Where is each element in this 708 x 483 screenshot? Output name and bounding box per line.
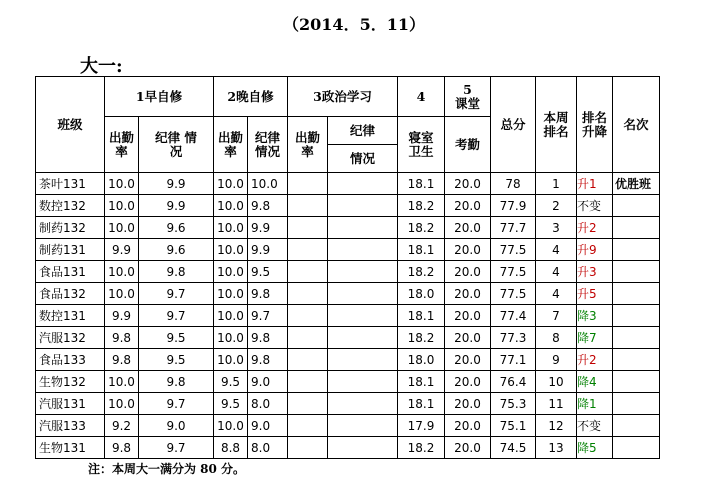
- table-row: [36, 239, 660, 261]
- class-attendance-cell: 20.0: [445, 327, 491, 349]
- politics-attendance-cell: [288, 261, 328, 283]
- evening-discipline-cell: 8.0: [248, 437, 288, 459]
- total-score-cell: 76.4: [491, 371, 536, 393]
- politics-attendance-cell: [288, 217, 328, 239]
- table-row: [36, 415, 660, 437]
- header-rank: [536, 77, 577, 173]
- evening-discipline-cell: 9.8: [248, 349, 288, 371]
- total-score-cell: 77.3: [491, 327, 536, 349]
- evening-attendance-cell: 10.0: [214, 195, 248, 217]
- header-rank-line2: 排名: [543, 123, 569, 139]
- header-disc-e-line2: 情况: [254, 143, 280, 159]
- rank-change-cell: 升5: [577, 283, 613, 305]
- class-name-cell: 茶叶131: [36, 173, 105, 195]
- evening-discipline-cell: 9.0: [248, 415, 288, 437]
- header-change-line1: 排名: [581, 109, 607, 125]
- dorm-score-cell: 18.2: [398, 195, 445, 217]
- evening-attendance-cell: 10.0: [214, 349, 248, 371]
- morning-attendance-cell: 10.0: [105, 371, 139, 393]
- honor-cell: [613, 217, 660, 239]
- class-name-cell: 制药132: [36, 217, 105, 239]
- weekly-rank-cell: 4: [536, 261, 577, 283]
- morning-discipline-cell: 9.6: [139, 239, 214, 261]
- morning-discipline-cell: 9.0: [139, 415, 214, 437]
- evening-attendance-cell: 10.0: [214, 283, 248, 305]
- total-score-cell: 75.1: [491, 415, 536, 437]
- table-row: [36, 437, 660, 459]
- morning-discipline-cell: 9.8: [139, 371, 214, 393]
- total-score-cell: 77.7: [491, 217, 536, 239]
- morning-discipline-cell: 9.7: [139, 393, 214, 415]
- dorm-score-cell: 18.2: [398, 261, 445, 283]
- honor-cell: [613, 437, 660, 459]
- honor-cell: [613, 283, 660, 305]
- header-class-number-text: 5: [463, 81, 472, 97]
- morning-discipline-cell: 9.5: [139, 327, 214, 349]
- dorm-score-cell: 18.1: [398, 393, 445, 415]
- header-honor: 名次: [613, 77, 660, 173]
- class-attendance-cell: 20.0: [445, 283, 491, 305]
- politics-discipline-cell: [328, 437, 398, 459]
- table-row: [36, 393, 660, 415]
- total-score-cell: 74.5: [491, 437, 536, 459]
- evening-discipline-cell: 9.8: [248, 327, 288, 349]
- dorm-score-cell: 18.1: [398, 173, 445, 195]
- score-table: [35, 76, 660, 459]
- morning-discipline-cell: 9.6: [139, 217, 214, 239]
- rank-change-cell: 升1: [577, 173, 613, 195]
- header-att-line1: 出勤: [294, 129, 320, 145]
- table-row: [36, 305, 660, 327]
- evening-attendance-cell: 9.5: [214, 371, 248, 393]
- rank-change-cell: 降4: [577, 371, 613, 393]
- honor-cell: [613, 349, 660, 371]
- politics-attendance-cell: [288, 305, 328, 327]
- class-name-cell: 制药131: [36, 239, 105, 261]
- rank-change-cell: 升2: [577, 349, 613, 371]
- header-change: [577, 77, 613, 173]
- rank-change-cell: 升2: [577, 217, 613, 239]
- honor-cell: [613, 371, 660, 393]
- header-politics-discipline-line2: 情况: [328, 145, 398, 173]
- header-disc-m-line1: 纪律 情: [155, 129, 197, 145]
- header-evening-discipline: [248, 117, 288, 173]
- class-attendance-cell: 20.0: [445, 349, 491, 371]
- class-attendance-cell: 20.0: [445, 173, 491, 195]
- honor-cell: [613, 305, 660, 327]
- header-att-line2: 率: [115, 143, 128, 159]
- morning-attendance-cell: 9.9: [105, 305, 139, 327]
- morning-discipline-cell: 9.8: [139, 261, 214, 283]
- politics-discipline-cell: [328, 415, 398, 437]
- class-name-cell: 生物131: [36, 437, 105, 459]
- morning-attendance-cell: 10.0: [105, 261, 139, 283]
- evening-attendance-cell: 10.0: [214, 327, 248, 349]
- morning-discipline-cell: 9.9: [139, 195, 214, 217]
- header-class-number: [445, 77, 491, 117]
- header-morning-attendance: [105, 117, 139, 173]
- evening-attendance-cell: 10.0: [214, 239, 248, 261]
- evening-attendance-cell: 10.0: [214, 305, 248, 327]
- honor-cell: [613, 195, 660, 217]
- table-row: [36, 349, 660, 371]
- dorm-score-cell: 17.9: [398, 415, 445, 437]
- dorm-score-cell: 18.1: [398, 239, 445, 261]
- header-att-line2: 率: [224, 143, 237, 159]
- morning-attendance-cell: 10.0: [105, 195, 139, 217]
- class-attendance-cell: 20.0: [445, 217, 491, 239]
- dorm-score-cell: 18.1: [398, 305, 445, 327]
- rank-change-cell: 降7: [577, 327, 613, 349]
- honor-cell: 优胜班: [613, 173, 660, 195]
- politics-attendance-cell: [288, 415, 328, 437]
- weekly-rank-cell: 8: [536, 327, 577, 349]
- table-row: [36, 283, 660, 305]
- evening-discipline-cell: 9.0: [248, 371, 288, 393]
- rank-change-cell: 降1: [577, 393, 613, 415]
- honor-cell: [613, 327, 660, 349]
- morning-attendance-cell: 9.8: [105, 349, 139, 371]
- dorm-score-cell: 18.2: [398, 217, 445, 239]
- header-evening: 2晚自修: [214, 77, 288, 117]
- evening-discipline-cell: 9.8: [248, 195, 288, 217]
- class-name-cell: 汽服131: [36, 393, 105, 415]
- footnote: 注：本周大一满分为 80 分。: [88, 462, 246, 476]
- morning-attendance-cell: 10.0: [105, 217, 139, 239]
- class-name-cell: 食品133: [36, 349, 105, 371]
- politics-attendance-cell: [288, 437, 328, 459]
- total-score-cell: 77.9: [491, 195, 536, 217]
- total-score-cell: 77.5: [491, 239, 536, 261]
- header-change-line2: 升降: [581, 123, 607, 139]
- politics-discipline-cell: [328, 305, 398, 327]
- politics-discipline-cell: [328, 327, 398, 349]
- class-name-cell: 汽服133: [36, 415, 105, 437]
- evening-discipline-cell: 9.9: [248, 239, 288, 261]
- header-rank-line1: 本周: [543, 109, 569, 125]
- politics-discipline-cell: [328, 283, 398, 305]
- morning-discipline-cell: 9.7: [139, 283, 214, 305]
- morning-discipline-cell: 9.7: [139, 305, 214, 327]
- evening-discipline-cell: 9.8: [248, 283, 288, 305]
- header-politics-discipline-line1: 纪律: [328, 117, 398, 145]
- evening-attendance-cell: 10.0: [214, 261, 248, 283]
- weekly-rank-cell: 11: [536, 393, 577, 415]
- table-row: [36, 173, 660, 195]
- weekly-rank-cell: 12: [536, 415, 577, 437]
- class-name-cell: 食品132: [36, 283, 105, 305]
- table-row: [36, 261, 660, 283]
- dorm-score-cell: 18.2: [398, 437, 445, 459]
- politics-discipline-cell: [328, 349, 398, 371]
- politics-attendance-cell: [288, 349, 328, 371]
- politics-attendance-cell: [288, 195, 328, 217]
- header-total: 总分: [491, 77, 536, 173]
- evening-attendance-cell: 10.0: [214, 217, 248, 239]
- header-morning: 1早自修: [105, 77, 214, 117]
- weekly-rank-cell: 2: [536, 195, 577, 217]
- honor-cell: [613, 415, 660, 437]
- weekly-rank-cell: 13: [536, 437, 577, 459]
- header-dorm: [398, 117, 445, 173]
- evening-discipline-cell: 10.0: [248, 173, 288, 195]
- rank-change-cell: 降3: [577, 305, 613, 327]
- weekly-rank-cell: 4: [536, 239, 577, 261]
- header-disc-m-line2: 况: [169, 143, 183, 159]
- header-morning-discipline: [139, 117, 214, 173]
- header-att-line1: 出勤: [108, 129, 134, 145]
- table-row: [36, 217, 660, 239]
- header-class-line1: 课堂: [454, 95, 480, 111]
- weekly-rank-cell: 4: [536, 283, 577, 305]
- weekly-rank-cell: 9: [536, 349, 577, 371]
- politics-attendance-cell: [288, 327, 328, 349]
- morning-discipline-cell: 9.5: [139, 349, 214, 371]
- rank-change-cell: 不变: [577, 195, 613, 217]
- morning-attendance-cell: 9.2: [105, 415, 139, 437]
- honor-cell: [613, 261, 660, 283]
- header-dorm-number: 4: [398, 77, 445, 117]
- evening-discipline-cell: 9.5: [248, 261, 288, 283]
- report-date: （2014．5．11）: [283, 15, 425, 34]
- total-score-cell: 77.1: [491, 349, 536, 371]
- politics-attendance-cell: [288, 239, 328, 261]
- politics-attendance-cell: [288, 393, 328, 415]
- total-score-cell: 77.5: [491, 261, 536, 283]
- rank-change-cell: 升3: [577, 261, 613, 283]
- class-name-cell: 数控131: [36, 305, 105, 327]
- rank-change-cell: 降5: [577, 437, 613, 459]
- weekly-rank-cell: 7: [536, 305, 577, 327]
- table-row: [36, 195, 660, 217]
- class-attendance-cell: 20.0: [445, 261, 491, 283]
- morning-attendance-cell: 9.8: [105, 327, 139, 349]
- class-attendance-cell: 20.0: [445, 393, 491, 415]
- politics-discipline-cell: [328, 393, 398, 415]
- honor-cell: [613, 393, 660, 415]
- morning-attendance-cell: 10.0: [105, 393, 139, 415]
- header-att-line1: 出勤: [217, 129, 243, 145]
- honor-cell: [613, 239, 660, 261]
- class-name-cell: 生物132: [36, 371, 105, 393]
- class-attendance-cell: 20.0: [445, 239, 491, 261]
- morning-attendance-cell: 10.0: [105, 283, 139, 305]
- politics-discipline-cell: [328, 371, 398, 393]
- politics-attendance-cell: [288, 173, 328, 195]
- weekly-rank-cell: 10: [536, 371, 577, 393]
- politics-discipline-cell: [328, 261, 398, 283]
- class-name-cell: 数控132: [36, 195, 105, 217]
- politics-attendance-cell: [288, 371, 328, 393]
- morning-discipline-cell: 9.9: [139, 173, 214, 195]
- class-attendance-cell: 20.0: [445, 415, 491, 437]
- header-att-line2: 率: [301, 143, 314, 159]
- total-score-cell: 78: [491, 173, 536, 195]
- evening-attendance-cell: 8.8: [214, 437, 248, 459]
- politics-attendance-cell: [288, 283, 328, 305]
- header-class: 班级: [36, 77, 105, 173]
- politics-discipline-cell: [328, 217, 398, 239]
- dorm-score-cell: 18.0: [398, 283, 445, 305]
- evening-discipline-cell: 9.9: [248, 217, 288, 239]
- header-dorm-line1: 寝室: [408, 129, 434, 145]
- morning-attendance-cell: 10.0: [105, 173, 139, 195]
- header-politics-attendance: [288, 117, 328, 173]
- weekly-rank-cell: 1: [536, 173, 577, 195]
- class-attendance-cell: 20.0: [445, 437, 491, 459]
- weekly-rank-cell: 3: [536, 217, 577, 239]
- morning-attendance-cell: 9.8: [105, 437, 139, 459]
- morning-discipline-cell: 9.7: [139, 437, 214, 459]
- header-dorm-line2: 卫生: [408, 143, 434, 159]
- total-score-cell: 75.3: [491, 393, 536, 415]
- table-row: [36, 327, 660, 349]
- table-row: [36, 371, 660, 393]
- evening-discipline-cell: 9.7: [248, 305, 288, 327]
- politics-discipline-cell: [328, 173, 398, 195]
- dorm-score-cell: 18.2: [398, 327, 445, 349]
- total-score-cell: 77.5: [491, 283, 536, 305]
- rank-change-cell: 不变: [577, 415, 613, 437]
- header-politics: 3政治学习: [288, 77, 398, 117]
- class-name-cell: 汽服132: [36, 327, 105, 349]
- morning-attendance-cell: 9.9: [105, 239, 139, 261]
- evening-discipline-cell: 8.0: [248, 393, 288, 415]
- evening-attendance-cell: 10.0: [214, 173, 248, 195]
- politics-discipline-cell: [328, 195, 398, 217]
- total-score-cell: 77.4: [491, 305, 536, 327]
- dorm-score-cell: 18.0: [398, 349, 445, 371]
- rank-change-cell: 升9: [577, 239, 613, 261]
- header-disc-e-line1: 纪律: [254, 129, 280, 145]
- class-attendance-cell: 20.0: [445, 371, 491, 393]
- evening-attendance-cell: 9.5: [214, 393, 248, 415]
- section-title: 大一:: [80, 56, 123, 77]
- dorm-score-cell: 18.1: [398, 371, 445, 393]
- header-evening-attendance: [214, 117, 248, 173]
- header-class-attendance: 考勤: [445, 117, 491, 173]
- class-attendance-cell: 20.0: [445, 305, 491, 327]
- politics-discipline-cell: [328, 239, 398, 261]
- class-name-cell: 食品131: [36, 261, 105, 283]
- class-attendance-cell: 20.0: [445, 195, 491, 217]
- evening-attendance-cell: 10.0: [214, 415, 248, 437]
